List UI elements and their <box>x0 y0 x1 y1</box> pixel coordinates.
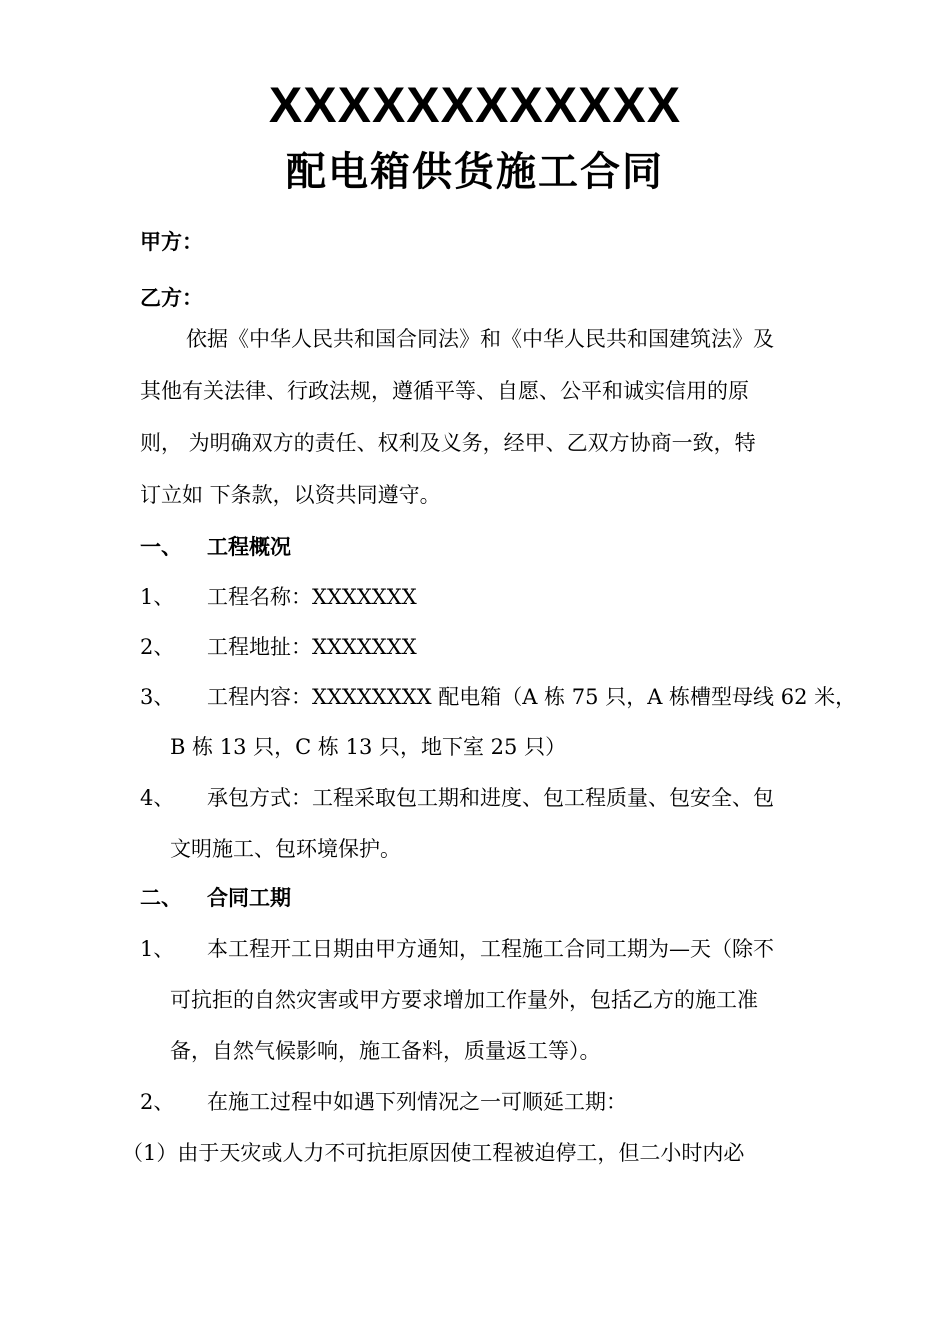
s2-item-2-number: 2、 <box>140 1090 175 1114</box>
intro-line-3: 则， 为明确双方的责任、权利及义务，经甲、乙双方协商一致，特 <box>140 431 756 455</box>
intro-line-1: 依据《中华人民共和国合同法》和《中华人民共和国建筑法》及 <box>186 327 774 351</box>
party-b-label: 乙方： <box>140 286 203 310</box>
s1-item-3-number: 3、 <box>140 685 175 709</box>
s1-item-2-number: 2、 <box>140 635 175 659</box>
section-1-title: 工程概况 <box>207 535 291 559</box>
section-1-number: 一、 <box>140 535 182 559</box>
intro-line-4: 订立如 下条款，以资共同遵守。 <box>140 483 441 507</box>
s1-item-4-text-line-1: 承包方式：工程采取包工期和进度、包工程质量、包安全、包 <box>207 786 774 810</box>
s1-item-3-text-line-1: 工程内容：XXXXXXXX 配电箱（A 栋 75 只，A 栋槽型母线 62 米， <box>207 685 857 709</box>
s2-item-1-text-line-3: 备，自然气候影响，施工备料，质量返工等）。 <box>170 1039 601 1063</box>
s2-item-1-number: 1、 <box>140 937 175 961</box>
document-title-code: XXXXXXXXXXXX <box>268 77 682 133</box>
s1-item-1-text: 工程名称：XXXXXXX <box>207 585 417 609</box>
s2-sub-item-1-text: （1）由于天灾或人力不可抗拒原因使工程被迫停工，但二小时内必 <box>122 1141 745 1165</box>
s1-item-4-number: 4、 <box>140 786 175 810</box>
section-2-number: 二、 <box>140 886 182 910</box>
s1-item-1-number: 1、 <box>140 585 175 609</box>
intro-line-2: 其他有关法律、行政法规，遵循平等、自愿、公平和诚实信用的原 <box>140 379 749 403</box>
s2-item-2-text: 在施工过程中如遇下列情况之一可顺延工期： <box>207 1090 627 1114</box>
document-title: 配电箱供货施工合同 <box>286 148 664 195</box>
party-a-label: 甲方： <box>140 230 203 254</box>
s2-item-1-text-line-2: 可抗拒的自然灾害或甲方要求增加工作量外，包括乙方的施工准 <box>170 988 758 1012</box>
section-2-title: 合同工期 <box>207 886 291 910</box>
s1-item-4-text-line-2: 文明施工、包环境保护。 <box>170 837 401 861</box>
s1-item-3-text-line-2: B 栋 13 只，C 栋 13 只，地下室 25 只） <box>170 735 567 759</box>
s2-item-1-text-line-1: 本工程开工日期由甲方通知，工程施工合同工期为—天（除不 <box>207 937 774 961</box>
s1-item-2-text: 工程地扯：XXXXXXX <box>207 635 417 659</box>
